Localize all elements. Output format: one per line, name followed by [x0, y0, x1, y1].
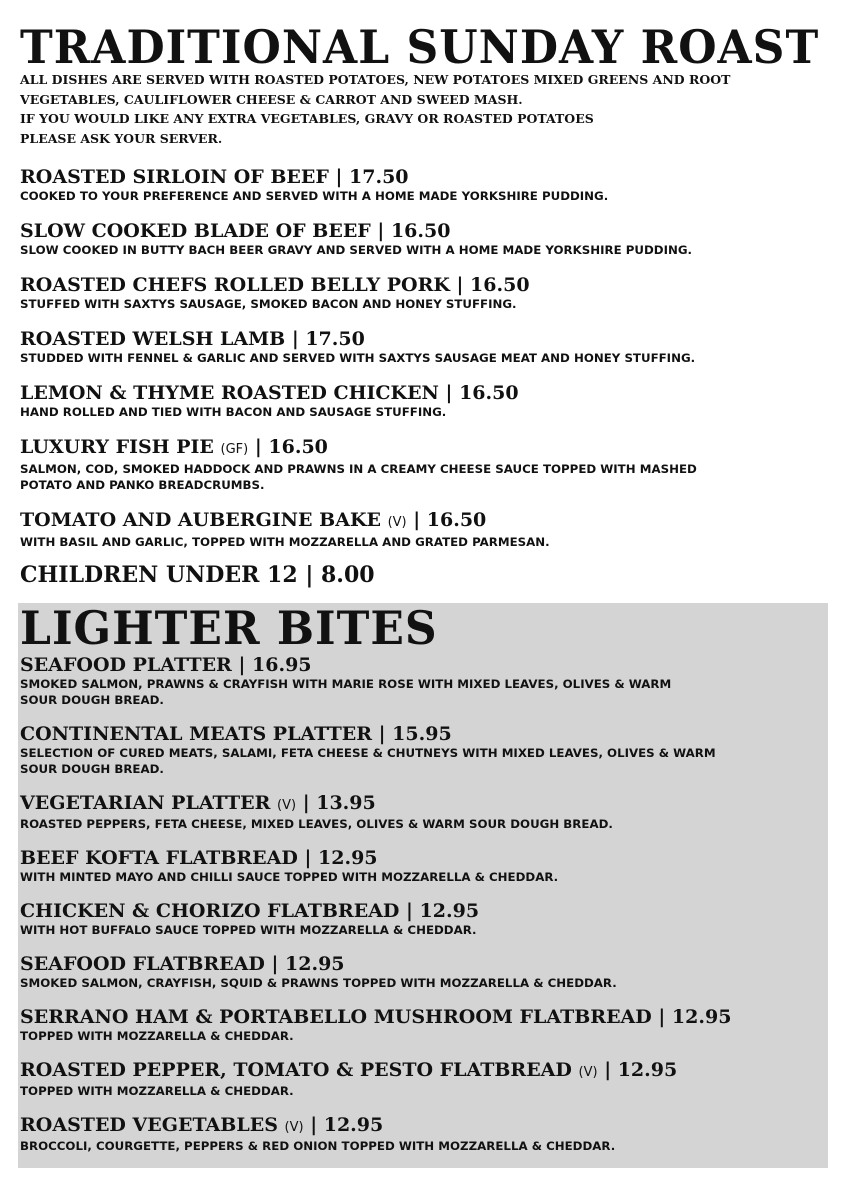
menu-item	[20, 724, 820, 777]
menu-item-name: ROASTED WELSH LAMB	[20, 328, 286, 350]
lighter-dish-list	[20, 651, 820, 1154]
menu-item-name: ROASTED VEGETABLES	[20, 1114, 278, 1136]
menu-item-description: SOUR DOUGH BREAD.	[20, 762, 164, 776]
menu-item-heading	[20, 1007, 820, 1028]
menu-item-price: | 15.95	[378, 723, 452, 745]
menu-item-description: STUDDED WITH FENNEL & GARLIC AND SERVED WITH SAXTYS SAUSAGE MEAT AND HONEY STUFFING.	[20, 351, 696, 365]
menu-item-price: | 16.95	[238, 654, 312, 676]
menu-item-name: BEEF KOFTA FLATBREAD	[20, 847, 298, 869]
menu-item-name: CONTINENTAL MEATS PLATTER	[20, 723, 373, 745]
menu-item-name: SERRANO HAM & PORTABELLO MUSHROOM FLATBREAD	[20, 1006, 652, 1028]
menu-item	[20, 901, 820, 938]
menu-item-name: SEAFOOD PLATTER	[20, 654, 232, 676]
menu-item-heading	[20, 655, 820, 676]
menu-item-description: SLOW COOKED IN BUTTY BACH BEER GRAVY AND SERVED WITH A HOME MADE YORKSHIRE PUDDING.	[20, 243, 692, 257]
menu-item-description: WITH BASIL AND GARLIC, TOPPED WITH MOZZARELLA AND GRATED PARMESAN.	[20, 535, 550, 549]
menu-item-description: COOKED TO YOUR PREFERENCE AND SERVED WITH A HOME MADE YORKSHIRE PUDDING.	[20, 189, 609, 203]
menu-item	[20, 328, 830, 366]
menu-item-description: TOPPED WITH MOZZARELLA & CHEDDAR.	[20, 1084, 294, 1098]
children-price	[20, 562, 375, 588]
menu-item-heading	[20, 166, 830, 188]
dietary-tag: (V)	[387, 515, 407, 530]
menu-item-description: HAND ROLLED AND TIED WITH BACON AND SAUSAGE STUFFING.	[20, 405, 447, 419]
menu-item-name: TOMATO AND AUBERGINE BAKE	[20, 509, 381, 531]
menu-item-heading	[20, 901, 820, 922]
menu-item-price: | 12.95	[604, 1059, 678, 1081]
menu-item-heading	[20, 848, 820, 869]
section-title: LIGHTER BITES	[20, 601, 438, 656]
menu-item-name: CHICKEN & CHORIZO FLATBREAD	[20, 900, 400, 922]
intro-line: PLEASE ASK YOUR SERVER.	[20, 130, 223, 146]
menu-item	[20, 436, 830, 493]
menu-item-description: WITH HOT BUFFALO SAUCE TOPPED WITH MOZZARELLA & CHEDDAR.	[20, 923, 477, 937]
menu-item	[20, 382, 830, 420]
menu-item-description: SALMON, COD, SMOKED HADDOCK AND PRAWNS IN A CREAMY CHEESE SAUCE TOPPED WITH MASHED	[20, 462, 697, 476]
menu-item-heading	[20, 1060, 820, 1083]
menu-item	[20, 793, 820, 832]
dietary-tag: (V)	[284, 1120, 304, 1135]
menu-item-name: SLOW COOKED BLADE OF BEEF	[20, 220, 371, 242]
dietary-tag: (GF)	[220, 442, 249, 457]
menu-item-heading	[20, 382, 830, 404]
menu-item-price: | 13.95	[302, 792, 376, 814]
menu-item-price: | 12.95	[406, 900, 480, 922]
menu-item-name: LUXURY FISH PIE	[20, 436, 214, 458]
menu-item-heading	[20, 793, 820, 816]
menu-item-price: | 12.95	[304, 847, 378, 869]
menu-item-price: | 17.50	[291, 328, 365, 350]
menu-item-description: POTATO AND PANKO BREADCRUMBS.	[20, 478, 265, 492]
menu-item-description: WITH MINTED MAYO AND CHILLI SAUCE TOPPED WITH MOZZARELLA & CHEDDAR.	[20, 870, 559, 884]
menu-item	[20, 848, 820, 885]
menu-item	[20, 954, 820, 991]
menu-item-heading	[20, 724, 820, 745]
menu-item-name: ROASTED PEPPER, TOMATO & PESTO FLATBREAD	[20, 1059, 572, 1081]
menu-item	[20, 274, 830, 312]
menu-item-heading	[20, 1115, 820, 1138]
intro-text	[20, 70, 830, 148]
children-price-value: | 8.00	[305, 562, 375, 588]
menu-item-description: STUFFED WITH SAXTYS SAUSAGE, SMOKED BACON AND HONEY STUFFING.	[20, 297, 517, 311]
lighter-bites-section	[18, 603, 828, 1168]
menu-item-name: ROASTED CHEFS ROLLED BELLY PORK	[20, 274, 450, 296]
menu-item-description: TOPPED WITH MOZZARELLA & CHEDDAR.	[20, 1029, 294, 1043]
menu-item-description: BROCCOLI, COURGETTE, PEPPERS & RED ONION TOPPED WITH MOZZARELLA & CHEDDAR.	[20, 1139, 616, 1153]
menu-item-heading	[20, 954, 820, 975]
menu-item-price: | 16.50	[456, 274, 530, 296]
menu-item-description: SOUR DOUGH BREAD.	[20, 693, 164, 707]
menu-item-price: | 16.50	[377, 220, 451, 242]
intro-line: VEGETABLES, CAULIFLOWER CHEESE & CARROT AND SWEED MASH.	[20, 91, 523, 107]
menu-item-description: SMOKED SALMON, CRAYFISH, SQUID & PRAWNS TOPPED WITH MOZZARELLA & CHEDDAR.	[20, 976, 617, 990]
menu-item-description: ROASTED PEPPERS, FETA CHEESE, MIXED LEAVES, OLIVES & WARM SOUR DOUGH BREAD.	[20, 817, 613, 831]
menu-item-heading	[20, 509, 830, 534]
menu-item-price: | 12.95	[271, 953, 345, 975]
intro-line: IF YOU WOULD LIKE ANY EXTRA VEGETABLES, GRAVY OR ROASTED POTATOES	[20, 111, 594, 126]
menu-item	[20, 1115, 820, 1154]
children-label: CHILDREN UNDER 12	[20, 562, 298, 588]
intro-line: ALL DISHES ARE SERVED WITH ROASTED POTATOES, NEW POTATOES MIXED GREENS AND ROOT	[20, 72, 731, 87]
menu-item	[20, 509, 830, 550]
menu-item	[20, 220, 830, 258]
menu-item-heading	[20, 274, 830, 296]
menu-item	[20, 655, 820, 708]
menu-item-name: VEGETARIAN PLATTER	[20, 792, 271, 814]
menu-item	[20, 1007, 820, 1044]
menu-item-price: | 16.50	[445, 382, 519, 404]
sunday-roast-section	[20, 20, 830, 550]
menu-item-name: ROASTED SIRLOIN OF BEEF	[20, 166, 329, 188]
menu-item-name: SEAFOOD FLATBREAD	[20, 953, 265, 975]
dietary-tag: (V)	[277, 798, 297, 813]
menu-item-price: | 12.95	[310, 1114, 384, 1136]
menu-item-name: LEMON & THYME ROASTED CHICKEN	[20, 382, 439, 404]
menu-item-price: | 16.50	[254, 436, 328, 458]
menu-item-price: | 17.50	[335, 166, 409, 188]
menu-item-description: SELECTION OF CURED MEATS, SALAMI, FETA CHEESE & CHUTNEYS WITH MIXED LEAVES, OLIVES & WARM	[20, 746, 716, 760]
dietary-tag: (V)	[578, 1065, 598, 1080]
menu-item	[20, 166, 830, 204]
menu-item-heading	[20, 220, 830, 242]
menu-item-price: | 16.50	[413, 509, 487, 531]
roast-dish-list	[20, 166, 830, 550]
section-title: TRADITIONAL SUNDAY ROAST	[20, 20, 820, 75]
menu-item-heading	[20, 328, 830, 350]
menu-item-price: | 12.95	[658, 1006, 732, 1028]
menu-item-heading	[20, 436, 830, 461]
menu-item-description: SMOKED SALMON, PRAWNS & CRAYFISH WITH MARIE ROSE WITH MIXED LEAVES, OLIVES & WARM	[20, 677, 672, 691]
menu-item	[20, 1060, 820, 1099]
